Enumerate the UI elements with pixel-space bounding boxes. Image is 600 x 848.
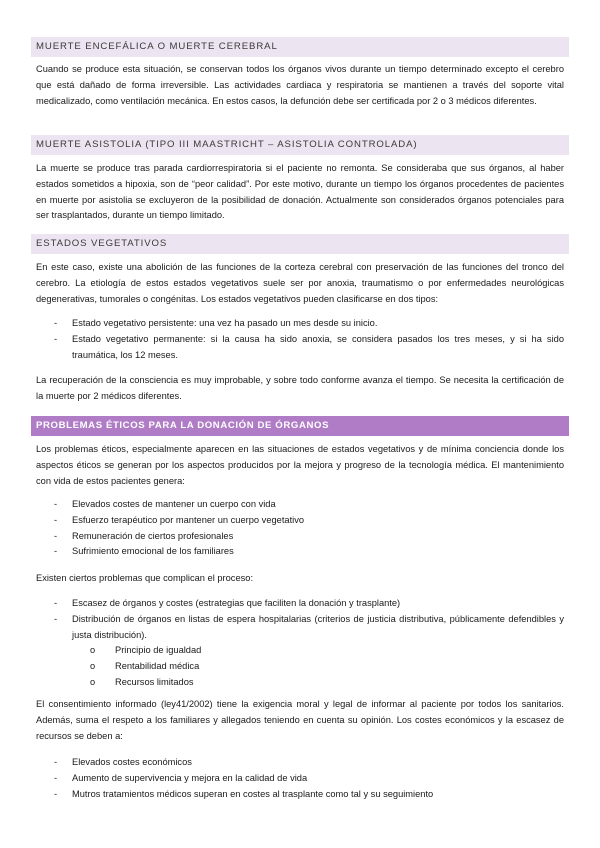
list-item: - Esfuerzo terapéutico por mantener un cuerpo vegetativo [36, 513, 564, 529]
list-consequences [36, 497, 564, 560]
list-item: o Recursos limitados [72, 675, 564, 691]
list-item: - Sufrimiento emocional de los familiares [36, 544, 564, 560]
paragraph-problems-intro: Existen ciertos problemas que complican el proceso: [36, 573, 254, 583]
list-item: o Principio de igualdad [72, 643, 564, 659]
paragraph-problemas-eticos-intro: Los problemas éticos, especialmente aparecen en las situaciones de estados vegetativos y de mínima conciencia donde los aspectos éticos se generan por los aspectos producidos por la mejora y progreso de la tecnología médica. El mantenimiento con vida de estos pacientes genera: [36, 444, 564, 486]
section-heading-muerte-encefalica: MUERTE ENCEFÁLICA O MUERTE CEREBRAL [31, 37, 569, 57]
list-item: - Elevados costes económicos [36, 755, 564, 771]
list-item: - Aumento de supervivencia y mejora en la calidad de vida [36, 771, 564, 787]
list-costs [36, 755, 564, 802]
list-item-text: Distribución de órganos en listas de espera hospitalarias (criterios de justicia distributiva, públicamente defendibles y justa distribución). [72, 613, 564, 640]
paragraph-estados-vegetativos-closing: La recuperación de la consciencia es muy improbable, y sobre todo conforme avanza el tiempo. Se necesita la certificación de la muerte por 2 médicos diferentes. [36, 375, 564, 401]
list-item: - Remuneración de ciertos profesionales [36, 529, 564, 545]
list-item: - Elevados costes de mantener un cuerpo con vida [36, 497, 564, 513]
paragraph-muerte-encefalica: Cuando se produce esta situación, se conservan todos los órganos vivos durante un tiempo determinado excepto el cerebro que está dañado de forma irreversible. Las actividades cardiaca y respiratoria se mantienen a través del soporte vital medicalizado, como ventilación mecánica. En estos casos, la defunción debe ser certificada por 2 o 3 médicos diferentes. [36, 64, 564, 106]
list-principles [72, 643, 564, 690]
paragraph-muerte-asistolia: La muerte se produce tras parada cardiorrespiratoria si el paciente no remonta. Se consideraba que sus órganos, al haber estados sometidos a hipoxia, son de “peor calidad”. Por este motivo, durante un tiempo los órganos procedentes de pacientes en muerte por asistolia se excluyeron de la posibilidad de donación. Actualmente son considerados órganos potenciales para ser trasplantados, durante un tiempo limitado. [36, 163, 564, 221]
section-heading-estados-vegetativos: ESTADOS VEGETATIVOS [31, 234, 569, 254]
paragraph-estados-vegetativos-intro: En este caso, existe una abolición de las funciones de la corteza cerebral con preservación de las funciones del tronco del cerebro. La etiología de estos estados vegetativos suele ser por anoxia, traumatismo o por enfermedades neurológicas degenerativas, tumorales o congénitas. Los estados vegetativos pueden clasificarse en dos tipos: [36, 262, 564, 304]
list-item: - Estado vegetativo persistente: una vez ha pasado un mes desde su inicio. [36, 316, 564, 332]
list-problems [36, 596, 564, 691]
list-item: - Escasez de órganos y costes (estrategias que faciliten la donación y trasplante) [36, 596, 564, 612]
list-item: - Estado vegetativo permanente: si la causa ha sido anoxia, se considera pasados los tres meses, y si ha sido traumática, los 12 meses. [36, 332, 564, 364]
list-item [36, 612, 564, 691]
section-heading-muerte-asistolia: MUERTE ASISTOLIA (TIPO III MAASTRICHT – ASISTOLIA CONTROLADA) [31, 135, 569, 155]
list-vegetative-types [36, 316, 564, 363]
paragraph-consentimiento: El consentimiento informado (ley41/2002) tiene la exigencia moral y legal de informar al paciente por todos los sanitarios. Además, suma el respeto a los familiares y allegados teniendo en cuenta su opinión. Los costes económicos y la escasez de recursos se deben a: [36, 699, 564, 741]
section-heading-problemas-eticos: PROBLEMAS ÉTICOS PARA LA DONACIÓN DE ÓRGANOS [31, 416, 569, 436]
list-item: - Mutros tratamientos médicos superan en costes al trasplante como tal y su seguimiento [36, 787, 564, 803]
list-item: o Rentabilidad médica [72, 659, 564, 675]
